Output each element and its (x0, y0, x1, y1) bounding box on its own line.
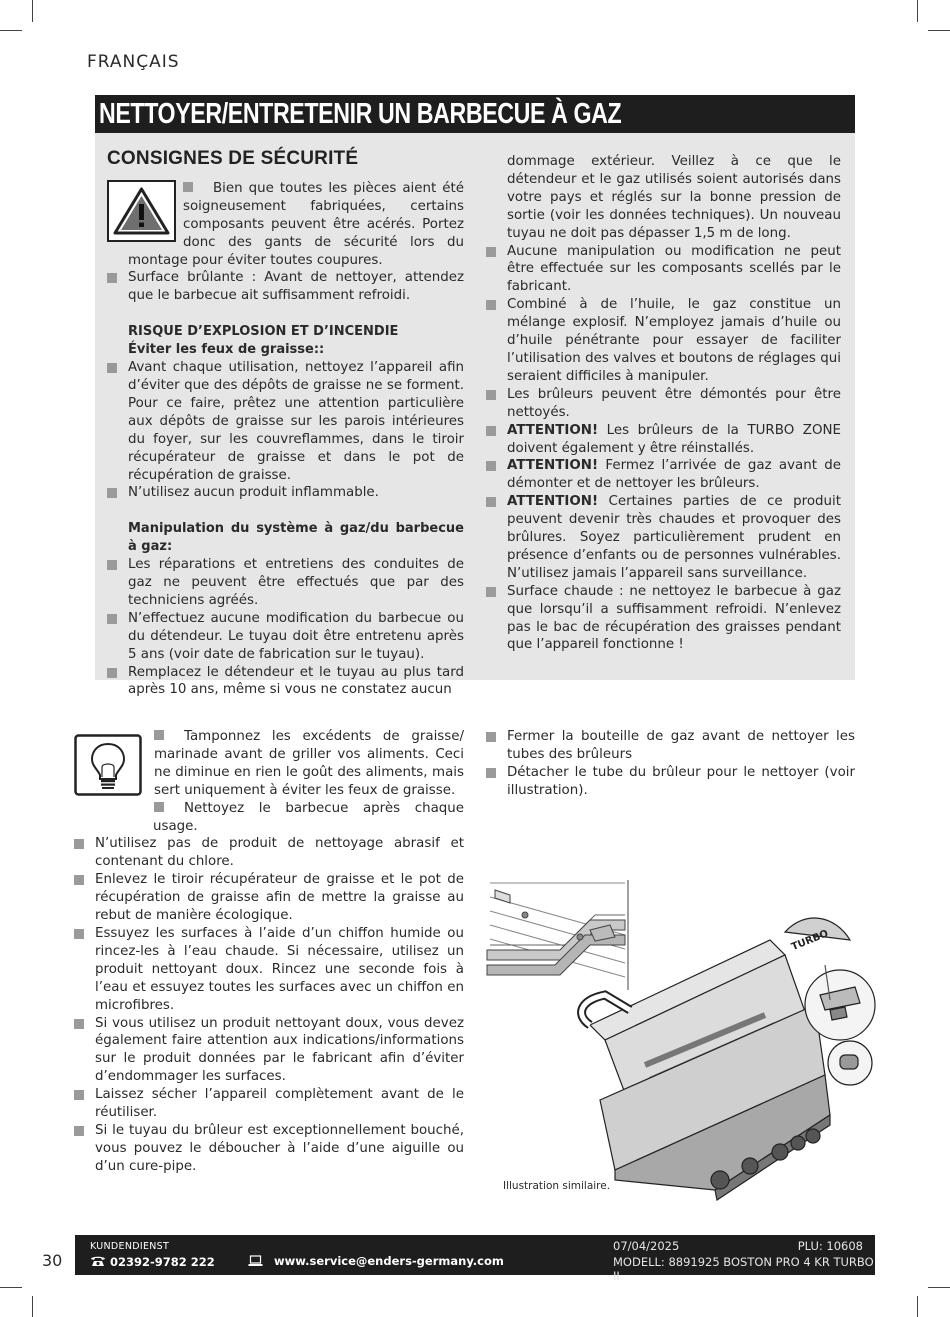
bullet-square (154, 730, 164, 740)
tip-item: Nettoyez le barbecue après chaque usage. (153, 800, 464, 834)
footer-plu: PLU: 10608 (797, 1239, 863, 1253)
crop-mark (0, 30, 22, 31)
tip-item: Détacher le tube du brûleur pour le nettoyer (voir illustration). (486, 764, 855, 800)
tip-item: Fermer la bouteille de gaz avant de nettoyer les tubes des brûleurs (486, 728, 855, 764)
turbo-label: TURBO (789, 928, 831, 954)
service-phone: 02392-9782 222 (90, 1255, 215, 1269)
tip-item: Tamponnez les excédents de graisse/ marinade avant de griller vos aliments. Ceci ne diminue en rien le goût des aliments, mais sert uniquement à éviter les feux de graisse. (154, 729, 464, 798)
crop-mark (917, 1296, 918, 1317)
service-website[interactable]: www.service@enders-germany.com (274, 1254, 504, 1268)
footer-model: MODELL: 8891925 BOSTON PRO 4 KR TURBO II (613, 1255, 874, 1283)
tip-item: Essuyez les surfaces à l’aide d’un chiffon humide ou rincez-les à l’eau chaude. Si nécessaire, utilisez un produit nettoyant doux. Rincez une seconde fois à l’eau et essuyez toutes les surfaces avec un chiffon en microfibres. (74, 925, 464, 1015)
tips-right-column (486, 728, 855, 800)
crop-mark (32, 0, 33, 22)
banner-title: NETTOYER/ENTRETENIR UN BARBECUE À GAZ (99, 98, 622, 130)
lightbulb-icon (74, 734, 142, 796)
explosion-heading: RISQUE D’EXPLOSION ET D’INCENDIE (128, 324, 399, 340)
attention-item: ATTENTION! Certaines parties de ce produit peuvent devenir très chaudes et provoquer des brûlures. Soyez particulièrement prudent en présence d’enfants ou de personnes vulnérables. N’utilisez jamais l’appareil sans surveillance. (486, 493, 841, 583)
page-number: 30 (42, 1251, 63, 1270)
safety-item: Combiné à de l’huile, le gaz constitue un mélange explosif. N’employez jamais d’huile ou d’huile pénétrante pour essayer de faciliter l’utilisation des valves et boutons de réglages qui seraient difficiles à manipuler. (486, 296, 841, 386)
safety-item: Surface brûlante : Avant de nettoyer, attendez que le barbecue ait suffisamment refroidi. (107, 269, 464, 305)
language-label: FRANÇAIS (87, 52, 180, 72)
phone-icon (90, 1255, 106, 1267)
tip-item: Laissez sécher l’appareil complètement avant de le réutiliser. (74, 1086, 464, 1122)
illustration-caption: Illustration similaire. (503, 1180, 611, 1192)
attention-item: ATTENTION! Fermez l’arrivée de gaz avant de démonter et de nettoyer les brûleurs. (486, 457, 841, 493)
crop-mark (928, 1287, 950, 1288)
service-label: KUNDENDIENST (90, 1241, 170, 1252)
page-footer (75, 1235, 875, 1283)
safety-item: Avant chaque utilisation, nettoyez l’appareil afin d’éviter que des dépôts de graisse ne se forment. Pour ce faire, prêtez une attention particulière aux dépôts de graisse sur les parois intérieures du foyer, sur les couvreflammes, dans le tiroir récupérateur de graisse et dans le pot de récupération de graisse. (107, 359, 464, 484)
warning-triangle-icon (107, 180, 176, 242)
safety-item: Les brûleurs peuvent être démontés pour être nettoyés. (486, 386, 841, 422)
safety-item: N’effectuez aucune modification du barbecue ou du détendeur. Le tuyau doit être entretenu après 5 ans (voir date de fabrication sur le tuyau). (107, 610, 464, 664)
safety-item: Les réparations et entretiens des conduites de gaz ne peuvent être effectués que par des techniciens agréés. (107, 556, 464, 610)
tip-item: Enlevez le tiroir récupérateur de graisse et le pot de récupération de graisse afin de mettre la graisse au rebut de manière écologique. (74, 871, 464, 925)
safety-heading: CONSIGNES DE SÉCURITÉ (107, 148, 359, 169)
attention-item: ATTENTION! Les brûleurs de la TURBO ZONE doivent également y être réinstallés. (486, 422, 841, 458)
tip-item: Si le tuyau du brûleur est exceptionnellement bouché, vous pouvez le déboucher à l’aide d’une aiguille ou d’un cure-pipe. (74, 1122, 464, 1176)
crop-mark (917, 0, 918, 22)
bullet-square (154, 802, 164, 812)
safety-item-text: Bien que toutes les pièces aient été soigneusement fabriquées, certains composants peuvent être acérés. Portez donc des gants de sécurité lors du montage pour éviter toutes coupures. (128, 180, 464, 268)
safety-right-column (486, 153, 841, 654)
crop-mark (32, 1296, 33, 1317)
footer-date: 07/04/2025 (613, 1239, 680, 1253)
laptop-icon (248, 1255, 263, 1267)
safety-item: Aucune manipulation ou modification ne peut être effectuée sur les composants scellés par le fabricant. (486, 243, 841, 297)
tips-left-column (74, 728, 464, 1176)
safety-item (107, 180, 464, 270)
safety-item: N’utilisez aucun produit inflammable. (107, 484, 464, 502)
grease-heading: Éviter les feux de graisse:: (128, 342, 325, 358)
bullet-square (183, 182, 193, 192)
crop-mark (0, 1287, 22, 1288)
gas-heading: Manipulation du système à gaz/du barbecue à gaz: (128, 521, 464, 555)
burner-inset-diagram (485, 880, 630, 990)
tip-group (74, 728, 464, 835)
continuation-text: dommage extérieur. Veillez à ce que le détendeur et le gaz utilisés soient autorisés dans votre pays et réglés sur la bonne pression de sortie (voir les données techniques). Un nouveau tuyau ne doit pas dépasser 1,5 m de long. (507, 154, 841, 241)
safety-left-column (107, 150, 464, 699)
tip-item: Si vous utilisez un produit nettoyant doux, vous devez également faire attention aux indications/informations sur le produit données par le fabricant afin d’éviter d’endommager les surfaces. (74, 1015, 464, 1087)
safety-item: Remplacez le détendeur et le tuyau au plus tard après 10 ans, même si vous ne constatez aucun (107, 664, 464, 700)
grill-cleaning-illustration (485, 875, 880, 1205)
crop-mark (928, 30, 950, 31)
safety-item: Surface chaude : ne nettoyez le barbecue à gaz que lorsqu’il a suffisamment refroidi. N’enlevez pas le bac de récupération des graisses pendant que l’appareil fonctionne ! (486, 583, 841, 655)
section-banner (95, 95, 855, 133)
tip-item: N’utilisez pas de produit de nettoyage abrasif et contenant du chlore. (74, 835, 464, 871)
